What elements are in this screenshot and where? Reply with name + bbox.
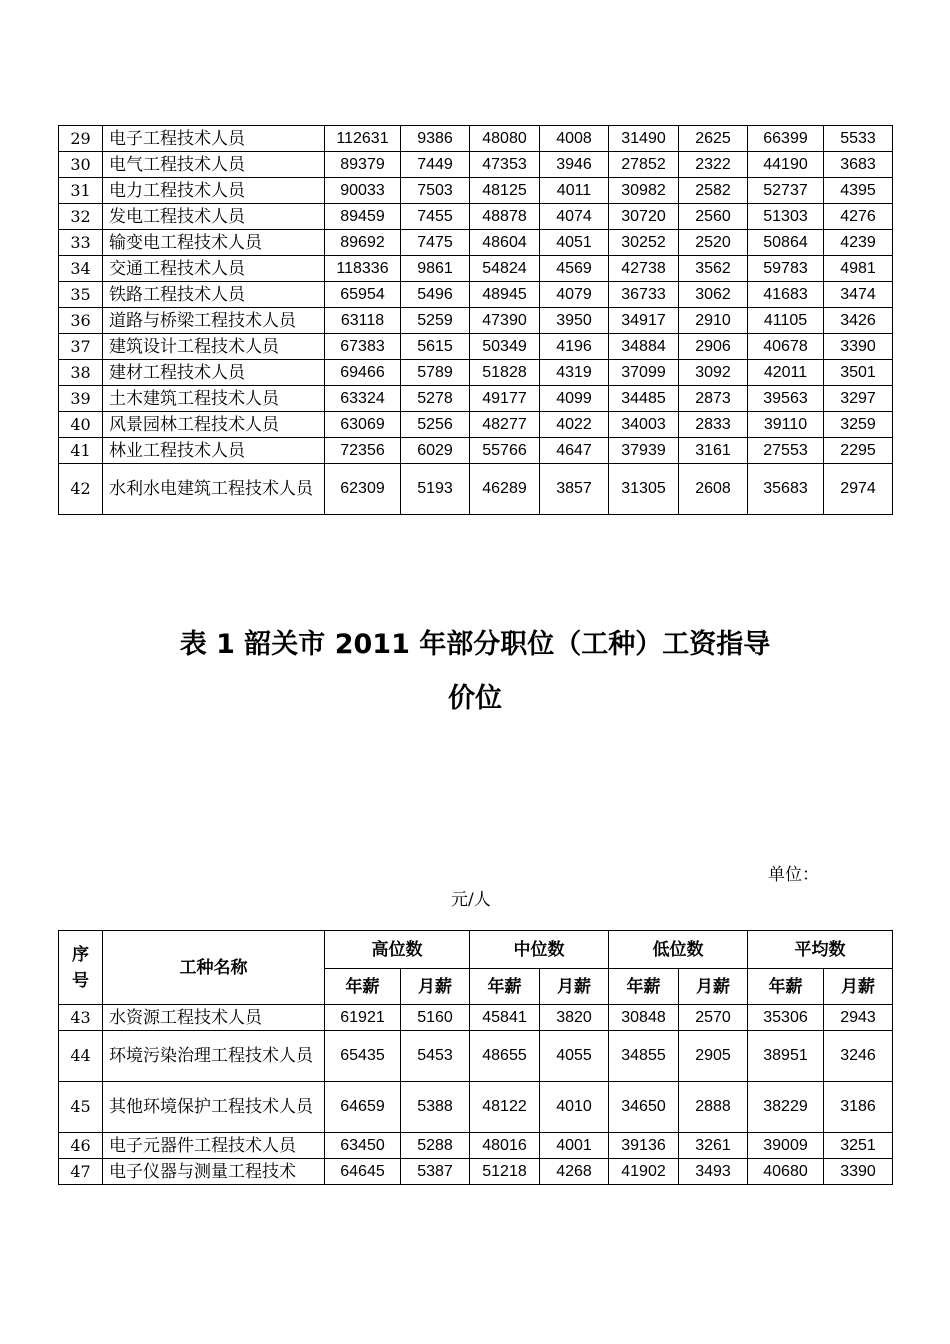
monthly-salary-cell: 3857 [540,464,609,515]
monthly-salary-cell: 5533 [824,126,893,152]
annual-salary-cell: 38951 [748,1031,824,1082]
row-number: 35 [59,282,103,308]
monthly-salary-cell: 9386 [401,126,470,152]
table-row [59,230,893,256]
annual-salary-cell: 41105 [748,308,824,334]
annual-salary-cell: 42011 [748,360,824,386]
monthly-salary-cell: 4239 [824,230,893,256]
monthly-salary-cell: 4074 [540,204,609,230]
annual-salary-cell: 31490 [609,126,679,152]
monthly-salary-cell: 2570 [679,1005,748,1031]
annual-salary-cell: 49177 [470,386,540,412]
monthly-salary-cell: 3259 [824,412,893,438]
annual-salary-cell: 65435 [325,1031,401,1082]
annual-salary-cell: 118336 [325,256,401,282]
row-number: 31 [59,178,103,204]
monthly-salary-cell: 5789 [401,360,470,386]
row-number: 47 [59,1159,103,1185]
monthly-salary-cell: 4395 [824,178,893,204]
table-row [59,438,893,464]
row-number: 29 [59,126,103,152]
annual-salary-cell: 39136 [609,1133,679,1159]
annual-salary-cell: 39110 [748,412,824,438]
job-name: 土木建筑工程技术人员 [103,386,325,412]
monthly-salary-cell: 3297 [824,386,893,412]
header-annual: 年薪 [748,969,824,1005]
annual-salary-cell: 89379 [325,152,401,178]
annual-salary-cell: 66399 [748,126,824,152]
annual-salary-cell: 69466 [325,360,401,386]
header-name: 工种名称 [103,931,325,1005]
monthly-salary-cell: 5259 [401,308,470,334]
annual-salary-cell: 48878 [470,204,540,230]
monthly-salary-cell: 2833 [679,412,748,438]
monthly-salary-cell: 4011 [540,178,609,204]
job-name: 铁路工程技术人员 [103,282,325,308]
monthly-salary-cell: 3474 [824,282,893,308]
table-row [59,386,893,412]
header-monthly: 月薪 [824,969,893,1005]
monthly-salary-cell: 3390 [824,334,893,360]
monthly-salary-cell: 4008 [540,126,609,152]
row-number: 44 [59,1031,103,1082]
monthly-salary-cell: 3562 [679,256,748,282]
job-name: 风景园林工程技术人员 [103,412,325,438]
job-name: 其他环境保护工程技术人员 [103,1082,325,1133]
table-row [59,1082,893,1133]
table-row [59,334,893,360]
annual-salary-cell: 51828 [470,360,540,386]
job-name: 电子仪器与测量工程技术 [103,1159,325,1185]
monthly-salary-cell: 4010 [540,1082,609,1133]
monthly-salary-cell: 5278 [401,386,470,412]
annual-salary-cell: 61921 [325,1005,401,1031]
annual-salary-cell: 63069 [325,412,401,438]
job-name: 发电工程技术人员 [103,204,325,230]
annual-salary-cell: 34003 [609,412,679,438]
monthly-salary-cell: 3186 [824,1082,893,1133]
annual-salary-cell: 39009 [748,1133,824,1159]
monthly-salary-cell: 3161 [679,438,748,464]
table-row [59,1005,893,1031]
row-number: 43 [59,1005,103,1031]
monthly-salary-cell: 2520 [679,230,748,256]
monthly-salary-cell: 4196 [540,334,609,360]
row-number: 42 [59,464,103,515]
monthly-salary-cell: 4022 [540,412,609,438]
monthly-salary-cell: 4268 [540,1159,609,1185]
annual-salary-cell: 39563 [748,386,824,412]
monthly-salary-cell: 7503 [401,178,470,204]
monthly-salary-cell: 3493 [679,1159,748,1185]
job-name: 水资源工程技术人员 [103,1005,325,1031]
monthly-salary-cell: 5388 [401,1082,470,1133]
monthly-salary-cell: 4055 [540,1031,609,1082]
annual-salary-cell: 55766 [470,438,540,464]
annual-salary-cell: 48604 [470,230,540,256]
monthly-salary-cell: 5453 [401,1031,470,1082]
monthly-salary-cell: 5193 [401,464,470,515]
row-number: 40 [59,412,103,438]
annual-salary-cell: 63324 [325,386,401,412]
annual-salary-cell: 38229 [748,1082,824,1133]
monthly-salary-cell: 3246 [824,1031,893,1082]
monthly-salary-cell: 3950 [540,308,609,334]
monthly-salary-cell: 2888 [679,1082,748,1133]
monthly-salary-cell: 5288 [401,1133,470,1159]
table-row [59,126,893,152]
annual-salary-cell: 34855 [609,1031,679,1082]
table-row [59,204,893,230]
monthly-salary-cell: 2295 [824,438,893,464]
annual-salary-cell: 34884 [609,334,679,360]
annual-salary-cell: 89459 [325,204,401,230]
annual-salary-cell: 46289 [470,464,540,515]
row-number: 34 [59,256,103,282]
annual-salary-cell: 47353 [470,152,540,178]
salary-table-top [58,125,893,515]
job-name: 输变电工程技术人员 [103,230,325,256]
monthly-salary-cell: 2873 [679,386,748,412]
annual-salary-cell: 48655 [470,1031,540,1082]
annual-salary-cell: 64645 [325,1159,401,1185]
monthly-salary-cell: 7449 [401,152,470,178]
monthly-salary-cell: 2905 [679,1031,748,1082]
annual-salary-cell: 42738 [609,256,679,282]
job-name: 建筑设计工程技术人员 [103,334,325,360]
row-number: 39 [59,386,103,412]
row-number: 46 [59,1133,103,1159]
annual-salary-cell: 89692 [325,230,401,256]
unit-value: 元/人 [451,890,491,910]
table-row [59,1031,893,1082]
annual-salary-cell: 90033 [325,178,401,204]
annual-salary-cell: 37939 [609,438,679,464]
annual-salary-cell: 63118 [325,308,401,334]
header-seq [59,931,103,1005]
annual-salary-cell: 63450 [325,1133,401,1159]
annual-salary-cell: 59783 [748,256,824,282]
table-row [59,282,893,308]
header-monthly: 月薪 [401,969,470,1005]
annual-salary-cell: 48080 [470,126,540,152]
monthly-salary-cell: 2906 [679,334,748,360]
annual-salary-cell: 40678 [748,334,824,360]
table-row [59,360,893,386]
monthly-salary-cell: 3062 [679,282,748,308]
annual-salary-cell: 67383 [325,334,401,360]
table-row [59,178,893,204]
annual-salary-cell: 30982 [609,178,679,204]
job-name: 水利水电建筑工程技术人员 [103,464,325,515]
monthly-salary-cell: 7455 [401,204,470,230]
header-monthly: 月薪 [679,969,748,1005]
monthly-salary-cell: 5160 [401,1005,470,1031]
monthly-salary-cell: 3092 [679,360,748,386]
job-name: 环境污染治理工程技术人员 [103,1031,325,1082]
monthly-salary-cell: 2943 [824,1005,893,1031]
annual-salary-cell: 72356 [325,438,401,464]
monthly-salary-cell: 3261 [679,1133,748,1159]
table-row [59,1159,893,1185]
monthly-salary-cell: 4569 [540,256,609,282]
annual-salary-cell: 30848 [609,1005,679,1031]
monthly-salary-cell: 4051 [540,230,609,256]
page-title-line1: 表 1 韶关市 2011 年部分职位（工种）工资指导 [179,629,771,660]
monthly-salary-cell: 3946 [540,152,609,178]
annual-salary-cell: 31305 [609,464,679,515]
monthly-salary-cell: 2625 [679,126,748,152]
monthly-salary-cell: 4276 [824,204,893,230]
header-monthly: 月薪 [540,969,609,1005]
monthly-salary-cell: 4981 [824,256,893,282]
annual-salary-cell: 48277 [470,412,540,438]
monthly-salary-cell: 7475 [401,230,470,256]
annual-salary-cell: 50864 [748,230,824,256]
header-annual: 年薪 [609,969,679,1005]
annual-salary-cell: 35306 [748,1005,824,1031]
monthly-salary-cell: 3251 [824,1133,893,1159]
table-row [59,152,893,178]
header-group-low: 低位数 [609,931,748,969]
annual-salary-cell: 45841 [470,1005,540,1031]
monthly-salary-cell: 4079 [540,282,609,308]
header-group-median: 中位数 [470,931,609,969]
monthly-salary-cell: 2974 [824,464,893,515]
annual-salary-cell: 37099 [609,360,679,386]
annual-salary-cell: 47390 [470,308,540,334]
annual-salary-cell: 65954 [325,282,401,308]
table-row [59,1133,893,1159]
job-name: 林业工程技术人员 [103,438,325,464]
row-number: 45 [59,1082,103,1133]
annual-salary-cell: 62309 [325,464,401,515]
annual-salary-cell: 48125 [470,178,540,204]
monthly-salary-cell: 6029 [401,438,470,464]
row-number: 41 [59,438,103,464]
annual-salary-cell: 51218 [470,1159,540,1185]
annual-salary-cell: 41902 [609,1159,679,1185]
monthly-salary-cell: 5615 [401,334,470,360]
annual-salary-cell: 54824 [470,256,540,282]
table-row [59,308,893,334]
annual-salary-cell: 34485 [609,386,679,412]
job-name: 电气工程技术人员 [103,152,325,178]
annual-salary-cell: 40680 [748,1159,824,1185]
page-title-line2: 价位 [448,683,502,714]
annual-salary-cell: 51303 [748,204,824,230]
job-name: 电子工程技术人员 [103,126,325,152]
job-name: 道路与桥梁工程技术人员 [103,308,325,334]
annual-salary-cell: 48945 [470,282,540,308]
monthly-salary-cell: 3820 [540,1005,609,1031]
annual-salary-cell: 34650 [609,1082,679,1133]
monthly-salary-cell: 4319 [540,360,609,386]
monthly-salary-cell: 3426 [824,308,893,334]
unit-label: 单位： [768,865,819,885]
header-row-groups [59,931,893,969]
annual-salary-cell: 30252 [609,230,679,256]
job-name: 电力工程技术人员 [103,178,325,204]
annual-salary-cell: 30720 [609,204,679,230]
monthly-salary-cell: 2322 [679,152,748,178]
row-number: 30 [59,152,103,178]
annual-salary-cell: 64659 [325,1082,401,1133]
job-name: 建材工程技术人员 [103,360,325,386]
annual-salary-cell: 27553 [748,438,824,464]
row-number: 33 [59,230,103,256]
monthly-salary-cell: 5256 [401,412,470,438]
monthly-salary-cell: 2560 [679,204,748,230]
annual-salary-cell: 52737 [748,178,824,204]
row-number: 36 [59,308,103,334]
row-number: 37 [59,334,103,360]
annual-salary-cell: 44190 [748,152,824,178]
monthly-salary-cell: 5387 [401,1159,470,1185]
annual-salary-cell: 35683 [748,464,824,515]
job-name: 交通工程技术人员 [103,256,325,282]
table-row [59,256,893,282]
annual-salary-cell: 48016 [470,1133,540,1159]
monthly-salary-cell: 3390 [824,1159,893,1185]
monthly-salary-cell: 2582 [679,178,748,204]
monthly-salary-cell: 4647 [540,438,609,464]
monthly-salary-cell: 2910 [679,308,748,334]
monthly-salary-cell: 4099 [540,386,609,412]
salary-table-bottom [58,930,893,1185]
job-name: 电子元器件工程技术人员 [103,1133,325,1159]
monthly-salary-cell: 5496 [401,282,470,308]
annual-salary-cell: 41683 [748,282,824,308]
annual-salary-cell: 27852 [609,152,679,178]
header-group-average: 平均数 [748,931,893,969]
annual-salary-cell: 48122 [470,1082,540,1133]
header-seq-label: 序号 [72,944,89,991]
row-number: 32 [59,204,103,230]
annual-salary-cell: 112631 [325,126,401,152]
table-bottom-body [59,1005,893,1185]
annual-salary-cell: 36733 [609,282,679,308]
table-top-body [59,126,893,515]
header-annual: 年薪 [325,969,401,1005]
header-annual: 年薪 [470,969,540,1005]
monthly-salary-cell: 2608 [679,464,748,515]
monthly-salary-cell: 9861 [401,256,470,282]
header-group-high: 高位数 [325,931,470,969]
monthly-salary-cell: 3501 [824,360,893,386]
table-row [59,464,893,515]
annual-salary-cell: 34917 [609,308,679,334]
row-number: 38 [59,360,103,386]
annual-salary-cell: 50349 [470,334,540,360]
monthly-salary-cell: 3683 [824,152,893,178]
monthly-salary-cell: 4001 [540,1133,609,1159]
table-row [59,412,893,438]
